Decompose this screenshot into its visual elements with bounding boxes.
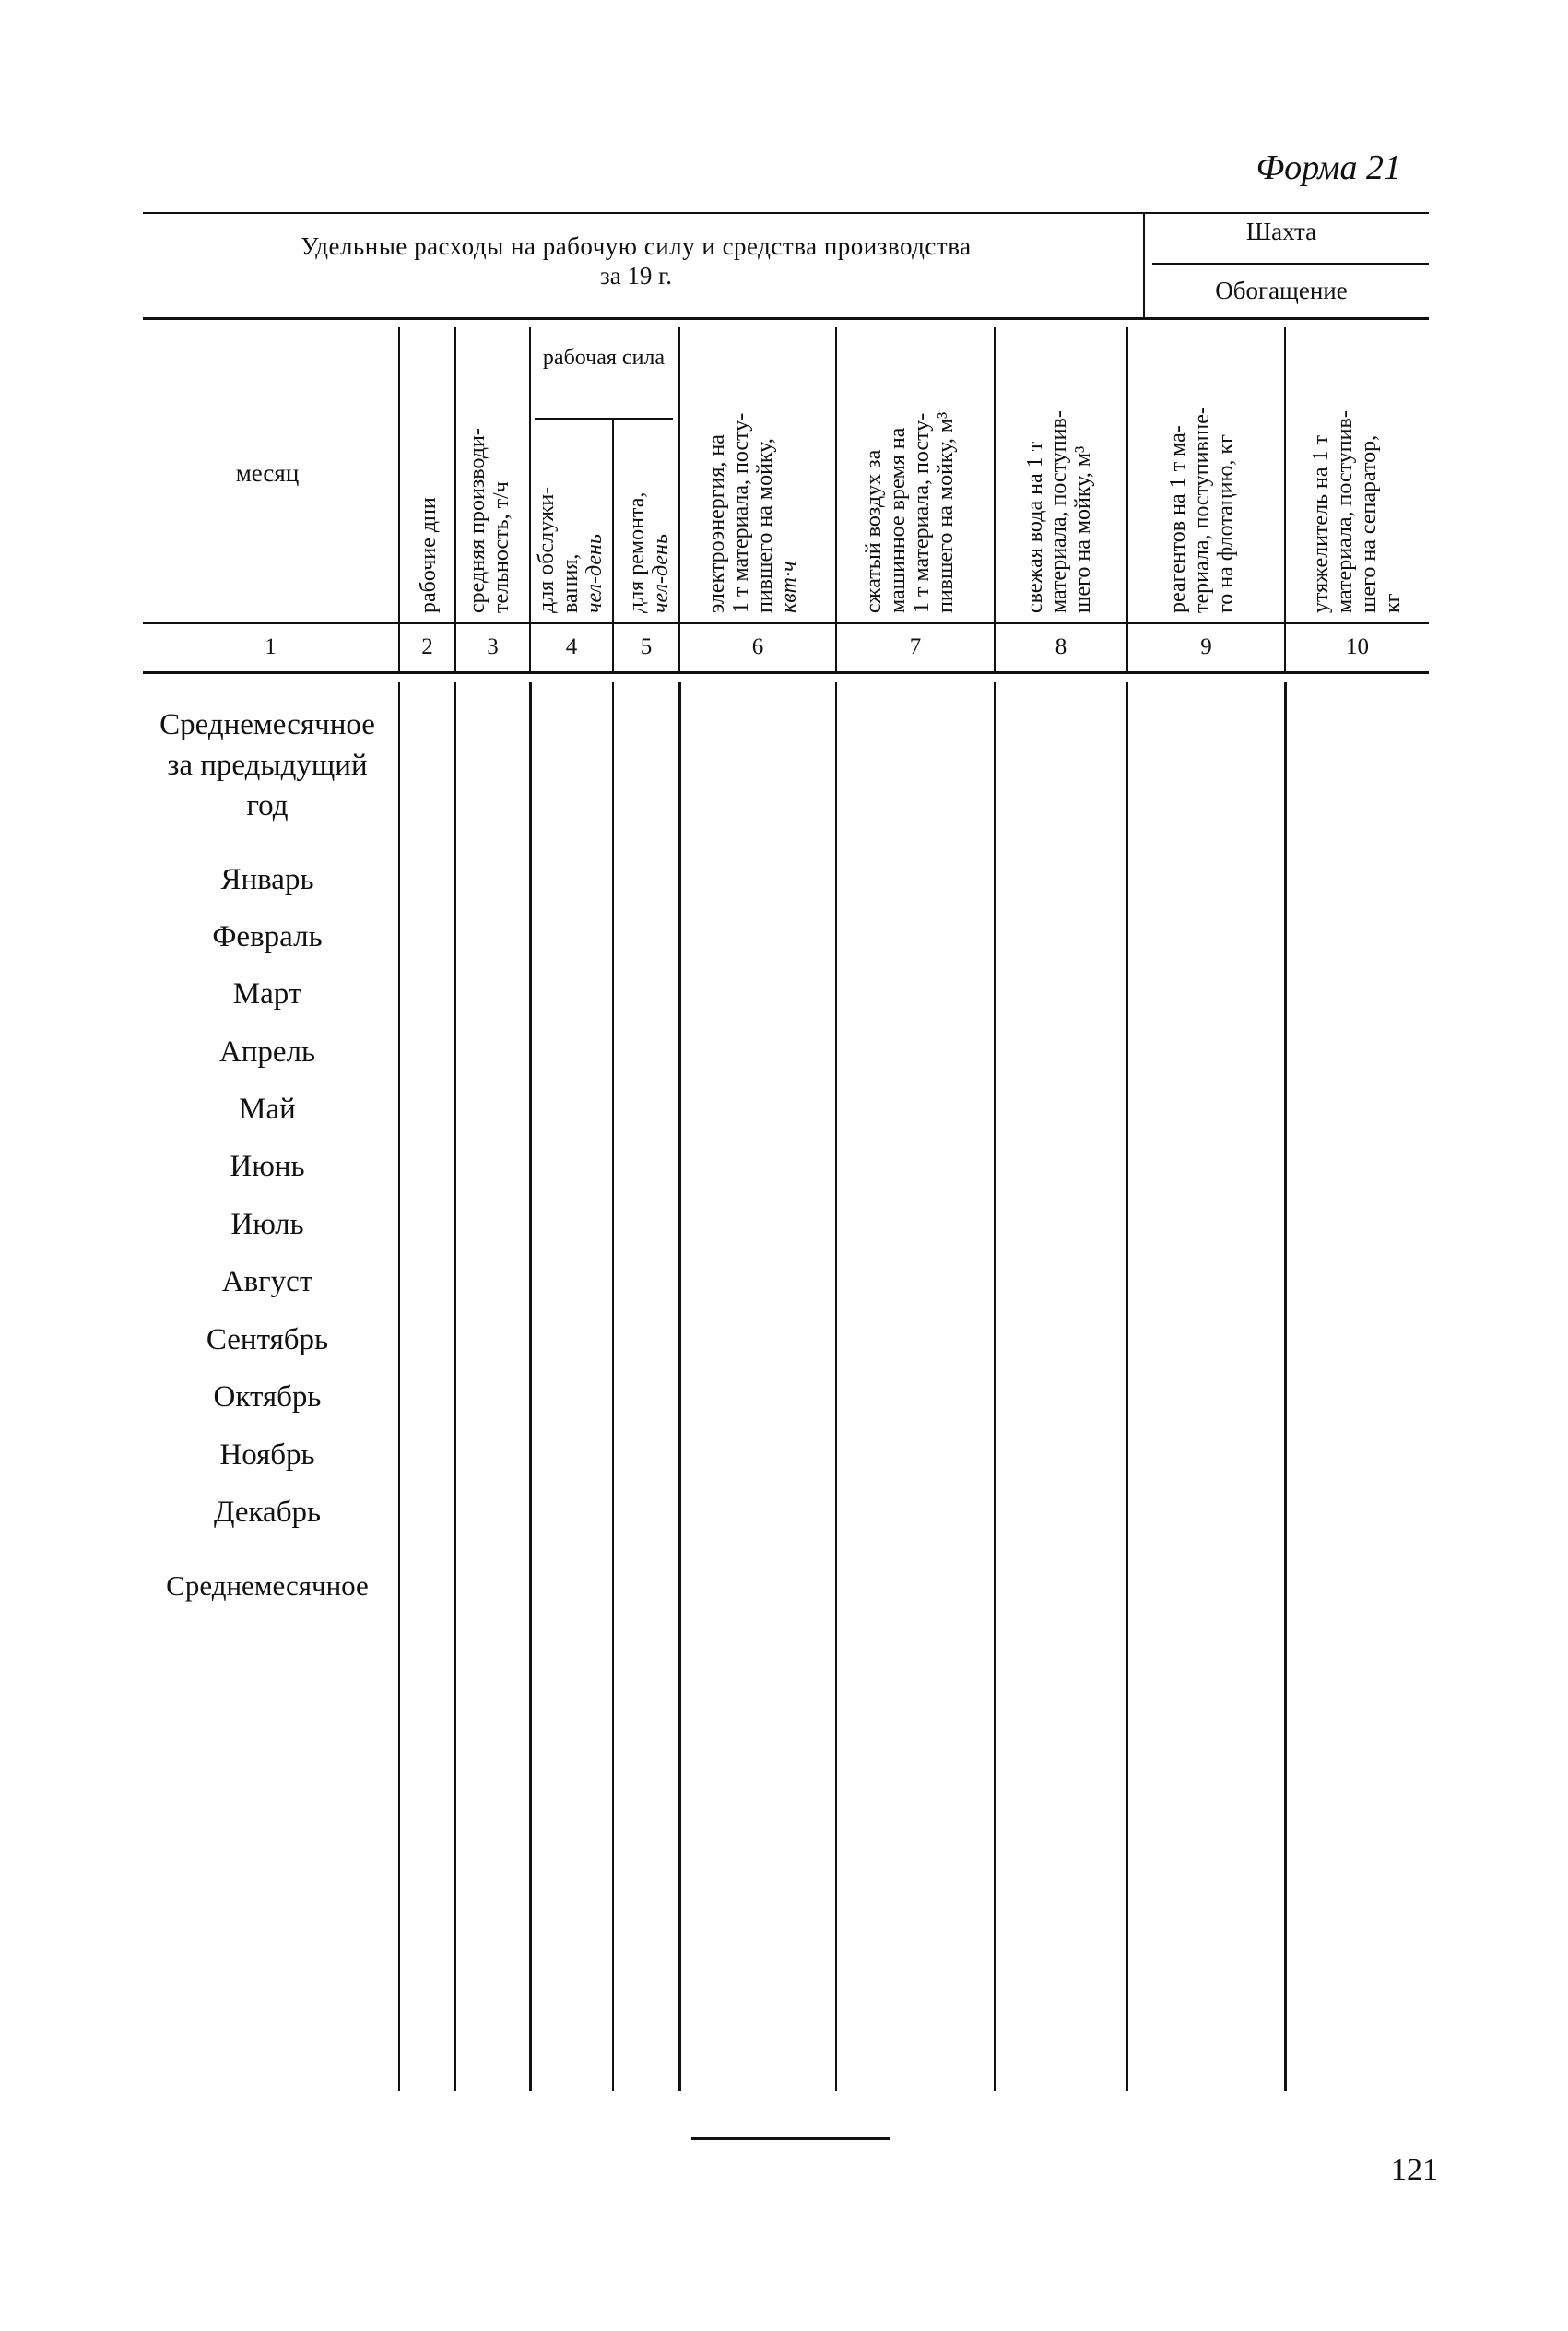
column-number: 9 xyxy=(1200,634,1212,659)
col-line-5 xyxy=(678,327,680,673)
body-col-line-7 xyxy=(994,682,996,2091)
col-line-1 xyxy=(398,327,400,673)
row-label-month: Январь xyxy=(220,863,314,896)
col-line-9 xyxy=(1284,327,1286,673)
fresh-water-header: свежая вода на 1 т материала, поступив- шего на мойку, м³ xyxy=(1023,410,1095,613)
beneficiation-label: Обогащение xyxy=(1215,277,1348,304)
body-col-line-5 xyxy=(678,682,681,2091)
labor-group-header: рабочая сила xyxy=(542,346,666,370)
body-col-line-8 xyxy=(1126,682,1128,2091)
row-label-month: Март xyxy=(232,977,302,1011)
row-label-month: Февраль xyxy=(212,920,323,953)
avg-productivity-header: средняя производи- тельность, т/ч xyxy=(466,428,513,613)
top-rule xyxy=(143,212,1429,214)
table-title: Удельные расходы на рабочую силу и средства производства xyxy=(301,232,972,260)
reagents-header: реагентов на 1 т ма- териала, поступивше- го на флотацию, кг xyxy=(1166,407,1238,613)
electricity-header: электроэнергия, на 1 т материала, посту- пившего на мойку, квт·ч xyxy=(705,412,801,613)
form-label: Форма 21 xyxy=(1256,148,1401,187)
column-number-bottom-rule xyxy=(143,671,1429,674)
shaft-label: Шахта xyxy=(1245,218,1317,245)
column-number: 4 xyxy=(565,634,578,659)
column-number: 10 xyxy=(1346,634,1369,659)
row-label-prev-avg: Среднемесячное xyxy=(159,708,375,741)
repair-labor-header: для ремонта, чел-день xyxy=(625,491,673,613)
col-line-3 xyxy=(529,327,531,673)
compressed-air-header: сжатый воздух за машинное время на 1 т материала, посту- пившего на мойку, м³ xyxy=(862,411,958,613)
col-line-8 xyxy=(1126,327,1128,673)
column-number: 1 xyxy=(265,634,277,659)
column-number: 8 xyxy=(1055,634,1067,659)
shaft-underline xyxy=(1152,263,1429,265)
body-col-line-1 xyxy=(398,682,400,2091)
col-line-6 xyxy=(835,327,837,673)
row-label-month: Август xyxy=(221,1265,313,1298)
column-number: 2 xyxy=(421,634,433,659)
row-label-month: Декабрь xyxy=(213,1496,322,1529)
column-number: 6 xyxy=(751,634,764,659)
row-label-month: Июнь xyxy=(230,1150,305,1183)
row-label-month: Октябрь xyxy=(213,1380,322,1414)
row-label-month: Май xyxy=(239,1093,296,1126)
column-number: 5 xyxy=(640,634,653,659)
row-label-monthly-avg: Среднемесячное xyxy=(166,1569,369,1602)
table-year-line: за 19 г. xyxy=(600,262,672,290)
service-labor-header: для обслужи- вания, чел-день xyxy=(535,486,607,613)
row-label-prev-avg: год xyxy=(246,789,289,822)
body-col-line-2 xyxy=(454,682,456,2091)
body-col-line-9 xyxy=(1284,682,1287,2091)
month-column-header: месяц xyxy=(235,459,300,487)
header-bottom-rule xyxy=(143,317,1429,320)
working-days-header: рабочие дни xyxy=(417,497,441,613)
col-line-2 xyxy=(454,327,456,673)
page-number: 121 xyxy=(1391,2153,1438,2187)
column-number: 7 xyxy=(909,634,922,659)
column-number-top-rule xyxy=(143,622,1429,624)
body-col-line-4 xyxy=(612,682,614,2091)
row-label-month: Апрель xyxy=(218,1035,316,1069)
bottom-rule xyxy=(691,2137,890,2140)
col-line-7 xyxy=(994,327,996,673)
body-col-line-6 xyxy=(835,682,837,2091)
row-label-month: Июль xyxy=(230,1208,304,1241)
labor-group-underline xyxy=(535,418,673,420)
body-col-line-3 xyxy=(529,682,532,2091)
row-label-month: Сентябрь xyxy=(206,1323,329,1356)
row-label-month: Ноябрь xyxy=(219,1438,315,1472)
weighting-agent-header: утяжелитель на 1 т материала, поступив- шего на сепаратор, кг xyxy=(1309,410,1405,613)
row-label-prev-avg: за предыдущий xyxy=(167,749,368,782)
column-number: 3 xyxy=(487,634,499,659)
